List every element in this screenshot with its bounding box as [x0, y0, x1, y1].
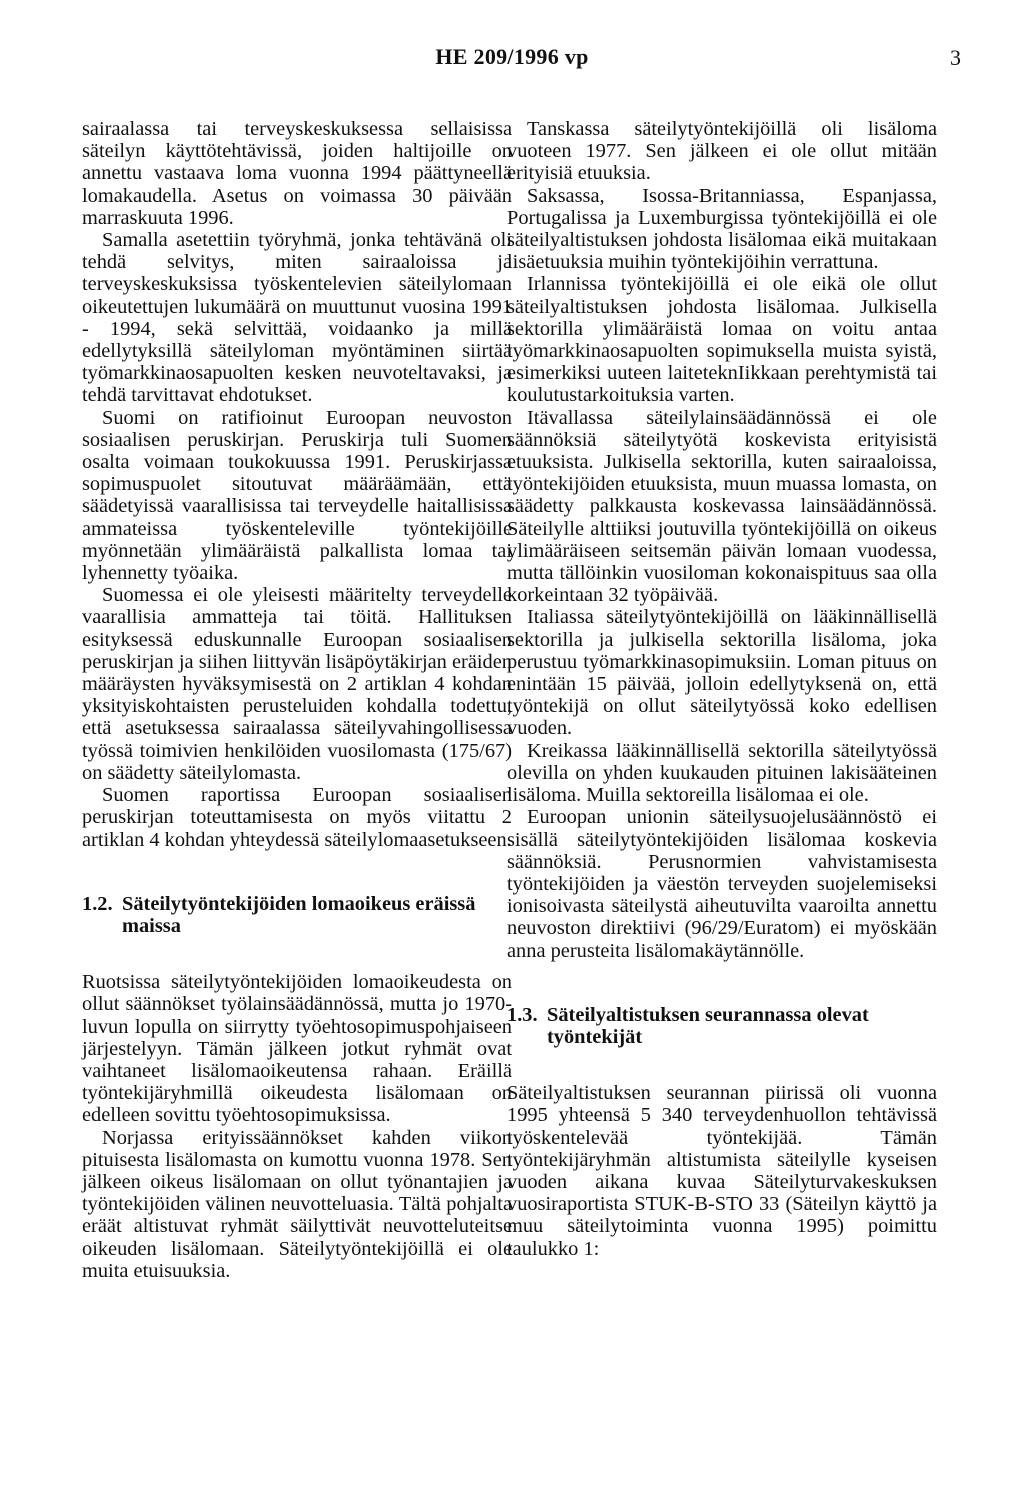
- paragraph: Suomi on ratifioinut Euroopan neuvoston sosiaalisen peruskirjan. Peruskirja tuli Suomen osalta voimaan toukokuussa 1991. Peruskirjassa sopimuspuolet sitoutuvat määräämään, että säädetyissä vaarallisissa tai terveydelle haitallisissa ammateissa työskenteleville työntekijöille myönnetään ylimääräistä palkallista lomaa tai lyhennetty työaika.: [82, 406, 512, 585]
- section-number: 1.3.: [507, 1003, 538, 1026]
- paragraph: Tanskassa säteilytyöntekijöillä oli lisäloma vuoteen 1977. Sen jälkeen ei ole ollut mitään erityisiä etuuksia.: [507, 118, 937, 185]
- paragraph: Suomessa ei ole yleisesti määritelty terveydelle vaarallisia ammatteja tai töitä. Hallituksen esityksessä eduskunnalle Euroopan sosiaalisen peruskirjan ja siihen liittyvän lisäpöytäkirjan eräiden määräysten hyväksymisestä on 2 artiklan 4 kohdan yksityiskohtaisten perusteluiden kohdalla todettu, että asetuksessa sairaalassa säteilyvahingollisessa työssä toimivien henkilöiden vuosilomasta (175/67) on säädetty säteilylomasta.: [82, 584, 512, 784]
- paragraph: sairaalassa tai terveyskeskuksessa sellaisissa säteilyn käyttötehtävissä, joiden haltijoille on annettu vastaava loma vuonna 1994 päättyneellä lomakaudella. Asetus on voimassa 30 päivään marraskuuta 1996.: [82, 118, 512, 229]
- paragraph: Ruotsissa säteilytyöntekijöiden lomaoikeudesta on ollut säännökset työlainsäädännössä, mutta jo 1970-luvun lopulla on siirrytty työehtosopimuspohjaiseen järjestelyyn. Tämän jälkeen jotkut ryhmät ovat vaihtaneet lisälomaoikeutensa rahaan. Eräillä työntekijäryhmillä oikeudesta lisälomaan on edelleen sovittu työehtosopimuksissa.: [82, 971, 512, 1127]
- paragraph: Norjassa erityissäännökset kahden viikon pituisesta lisälomasta on kumottu vuonna 1978. Sen jälkeen oikeus lisälomaan on ollut työnantajien ja työntekijöiden välinen neuvotteluasia. Tältä pohjalta eräät altistuvat ryhmät säilyttivät neuvotteluteitse oikeuden lisälomaan. Säteilytyöntekijöillä ei ole muita etuisuuksia.: [82, 1126, 512, 1282]
- left-text-column: [82, 118, 512, 1282]
- right-text-column: [507, 118, 937, 1260]
- paragraph: Suomen raportissa Euroopan sosiaalisen peruskirjan toteuttamisesta on myös viitattu 2 artiklan 4 kohdan yhteydessä säteilylomaasetukseen.: [82, 784, 512, 851]
- running-header-title: HE 209/1996 vp: [435, 44, 589, 69]
- section-title: Säteilyaltistuksen seurannassa olevat työntekijät: [547, 1003, 869, 1048]
- paragraph: Italiassa säteilytyöntekijöillä on lääkinnällisellä sektorilla ja julkisella sektorilla lisäloma, joka perustuu työmarkkinasopimuksiin. Loman pituus on enintään 15 päivää, jolloin edellytyksenä on, että työntekijä on ollut säteilytyössä koko edellisen vuoden.: [507, 606, 937, 740]
- paragraph: Kreikassa lääkinnällisellä sektorilla säteilytyössä olevilla on yhden kuukauden pituinen lakisääteinen lisäloma. Muilla sektoreilla lisälomaa ei ole.: [507, 739, 937, 807]
- paragraph: Saksassa, Isossa-Britanniassa, Espanjassa, Portugalissa ja Luxemburgissa työntekijöillä ei ole säteilyaltistuksen johdosta lisälomaa eikä muitakaan lisäetuuksia muihin työntekijöihin verrattuna.: [507, 184, 937, 274]
- paragraph: Irlannissa työntekijöillä ei ole eikä ole ollut säteilyaltistuksen johdosta lisälomaa. Julkisella sektorilla ylimääräistä lomaa on voitu antaa työmarkkinaosapuolten sopimuksella muista syistä, esimerkiksi uuteen laiteteknIikkaan perehtymistä tai koulutustarkoituksia varten.: [507, 273, 937, 407]
- section-heading-1-3: [507, 1004, 937, 1048]
- paragraph: Euroopan unionin säteilysuojelusäännöstö ei sisällä säteilytyöntekijöiden lisälomaa koskevia säännöksiä. Perusnormien vahvistamisesta työntekijöiden ja väestön terveyden suojelemiseksi ionisoivasta säteilystä aiheutuvilta vaaroilta annettu neuvoston direktiivi (96/29/Euratom) ei myöskään anna perusteita lisälomakäytännölle.: [507, 806, 937, 962]
- section-heading-1-2: [82, 893, 512, 937]
- paragraph: Itävallassa säteilylainsäädännössä ei ole säännöksiä säteilytyötä koskevista erityisistä etuuksista. Julkisella sektorilla, kuten sairaaloissa, työntekijöiden etuuksista, muun muassa lomasta, on säädetty palkkausta koskevassa lainsäädännössä. Säteilylle alttiiksi joutuvilla työntekijöillä on oikeus ylimääräiseen seitsemän päivän lomaan vuodessa, mutta tällöinkin vuosiloman kokonaispituus saa olla korkeintaan 32 työpäivää.: [507, 406, 937, 607]
- paragraph: Säteilyaltistuksen seurannan piirissä oli vuonna 1995 yhteensä 5 340 terveydenhuollon tehtävissä työskentelevää työntekijää. Tämän työntekijäryhmän altistumista säteilylle kyseisen vuoden aikana kuvaa Säteilyturvakeskuksen vuosiraportista STUK-B-STO 33 (Säteilyn käyttö ja muu säteilytoiminta vuonna 1995) poimittu taulukko 1:: [507, 1082, 937, 1260]
- page-number: 3: [950, 45, 961, 70]
- paragraph: Samalla asetettiin työryhmä, jonka tehtävänä oli tehdä selvitys, miten sairaaloissa ja terveyskeskuksissa työskentelevien säteilylomaan oikeutettujen lukumäärä on muuttunut vuosina 1991 - 1994, sekä selvittää, voidaanko ja millä edellytyksillä säteilyloman myöntäminen siirtää työmarkkinaosapuolten kesken neuvoteltavaksi, ja tehdä tarvittavat ehdotukset.: [82, 229, 512, 407]
- section-title: Säteilytyöntekijöiden lomaoikeus eräissä maissa: [122, 892, 476, 937]
- section-number: 1.2.: [82, 892, 113, 915]
